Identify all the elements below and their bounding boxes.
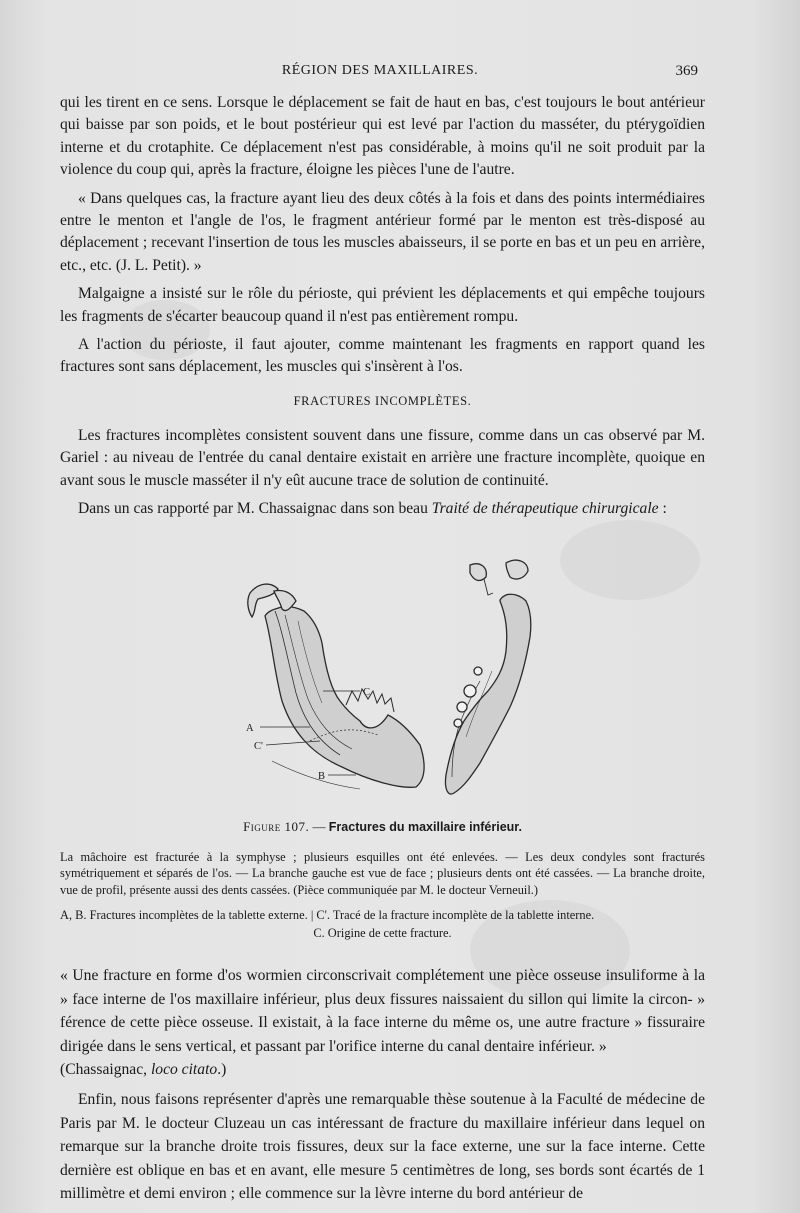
figure-key-line-2: C. Origine de cette fracture.: [313, 926, 452, 940]
page-body: [60, 92, 705, 1206]
quote-source-close: .): [217, 1061, 227, 1079]
section-title: FRACTURES INCOMPLÈTES.: [293, 393, 472, 408]
chassaignac-title: Traité de thérapeutique chirurgicale: [431, 500, 659, 518]
chassaignac-intro: Dans un cas rapporté par M. Chassaignac dans son beau: [78, 500, 432, 518]
quote-source-open: (Chassaignac,: [60, 1061, 151, 1079]
figure-key: [60, 906, 705, 942]
paragraph-gariel: Les fractures incomplètes consistent souvent dans une fissure, comme dans un cas observé par M. Gariel : au niveau de l'entrée du canal dentaire existait en arrière une fracture incomplète, quoique en avant sous le muscle masséter il n'y eût aucune trace de solution de continuité.: [60, 426, 705, 489]
figure-legend: La mâchoire est fracturée à la symphyse ; plusieurs esquilles ont été enlevées. — Les deux condyles sont fracturés symétriquement et séparés de l'os. — La branche gauche est vue de face ; plusieurs dents ont été cassées. — La branche droite, vue de profil, présente aussi des dents cassées. (Pièce communiquée par M. le docteur Verneuil.): [60, 849, 705, 897]
jaw-engraving: [60, 531, 705, 821]
figure-caption: [60, 819, 705, 835]
chassaignac-end: :: [658, 500, 667, 518]
paragraph-perioste: A l'action du périoste, il faut ajouter, comme maintenant les fragments en rapport quand les fractures sont sans déplacement, les muscles qui s'insèrent à l'os.: [60, 336, 705, 376]
paragraph-malgaigne: Malgaigne a insisté sur le rôle du périoste, qui prévient les déplacements et qui empêche toujours les fragments de s'écarter beaucoup quand il n'est pas entièrement rompu.: [60, 285, 705, 325]
label-c-top: C: [363, 686, 371, 698]
caption-dash: —: [309, 818, 329, 834]
figure-number: Figure 107.: [243, 818, 310, 834]
figure-107: [60, 531, 705, 821]
label-b: B: [318, 770, 326, 782]
paragraph-quote-petit: « Dans quelques cas, la fracture ayant lieu des deux côtés à la fois et dans des points intermédiaires entre le menton et l'angle de l'os, le fragment antérieur formé par le menton est très-disposé au déplacement ; recevant l'insertion de tous les muscles abaisseurs, il se porte en bas et un peu en arrière, etc., etc. (J. L. Petit). »: [60, 189, 705, 274]
paragraph-chassaignac: [60, 498, 705, 520]
page-number: 369: [675, 63, 698, 79]
quote-source-italic: loco citato: [150, 1061, 218, 1079]
label-c-prime: C': [254, 740, 263, 752]
paragraph-continuation: qui les tirent en ce sens. Lorsque le déplacement se fait de haut en bas, c'est toujours le bout antérieur qui baisse par son poids, et le bout postérieur qui est levé par l'action du masséter, du ptérygoïdien interne et du crotaphite. Ce déplacement n'est pas considérable, à moins qu'il ne soit produit par la violence du coup qui, après la fracture, éloigne les pièces l'une de l'autre.: [60, 94, 705, 179]
running-title: RÉGION DES MAXILLAIRES.: [281, 63, 479, 78]
running-head: [60, 63, 700, 83]
quote-source: [60, 1058, 705, 1082]
figure-key-line-1: A, B. Fractures incomplètes de la tablette externe. | C'. Tracé de la fracture incomplète de la tablette interne.: [60, 908, 595, 922]
paragraph-cluzeau: Enfin, nous faisons représenter d'après une remarquable thèse soutenue à la Faculté de médecine de Paris par M. le docteur Cluzeau un cas intéressant de fracture du maxillaire inférieur dans lequel on remarque sur la branche droite trois fissures, deux sur la face externe, une sur la face interne. Cette dernière est oblique en bas et en avant, elle mesure 5 centimètres de long, ses bords sont écartés de 1 millimètre et demi environ ; elle commence sur la lèvre interne du bord antérieur de: [60, 1090, 705, 1203]
left-branch-illustration: [248, 584, 424, 789]
block-quote: « Une fracture en forme d'os wormien circonscrivait complétement une pièce osseuse insuliforme à la » face interne de l'os maxillaire inférieur, plus deux fissures naissaient du sillon qui limite la circon- » férence de cette pièce osseuse. Il existait, à la face interne du même os, une autre fracture » fissuraire dirigée dans le sens vertical, et passant par l'orifice interne du canal dentaire inférieur. »: [60, 967, 705, 1055]
right-branch-illustration: [445, 560, 530, 794]
figure-title: Fractures du maxillaire inférieur.: [328, 819, 522, 834]
label-a: A: [246, 722, 254, 734]
